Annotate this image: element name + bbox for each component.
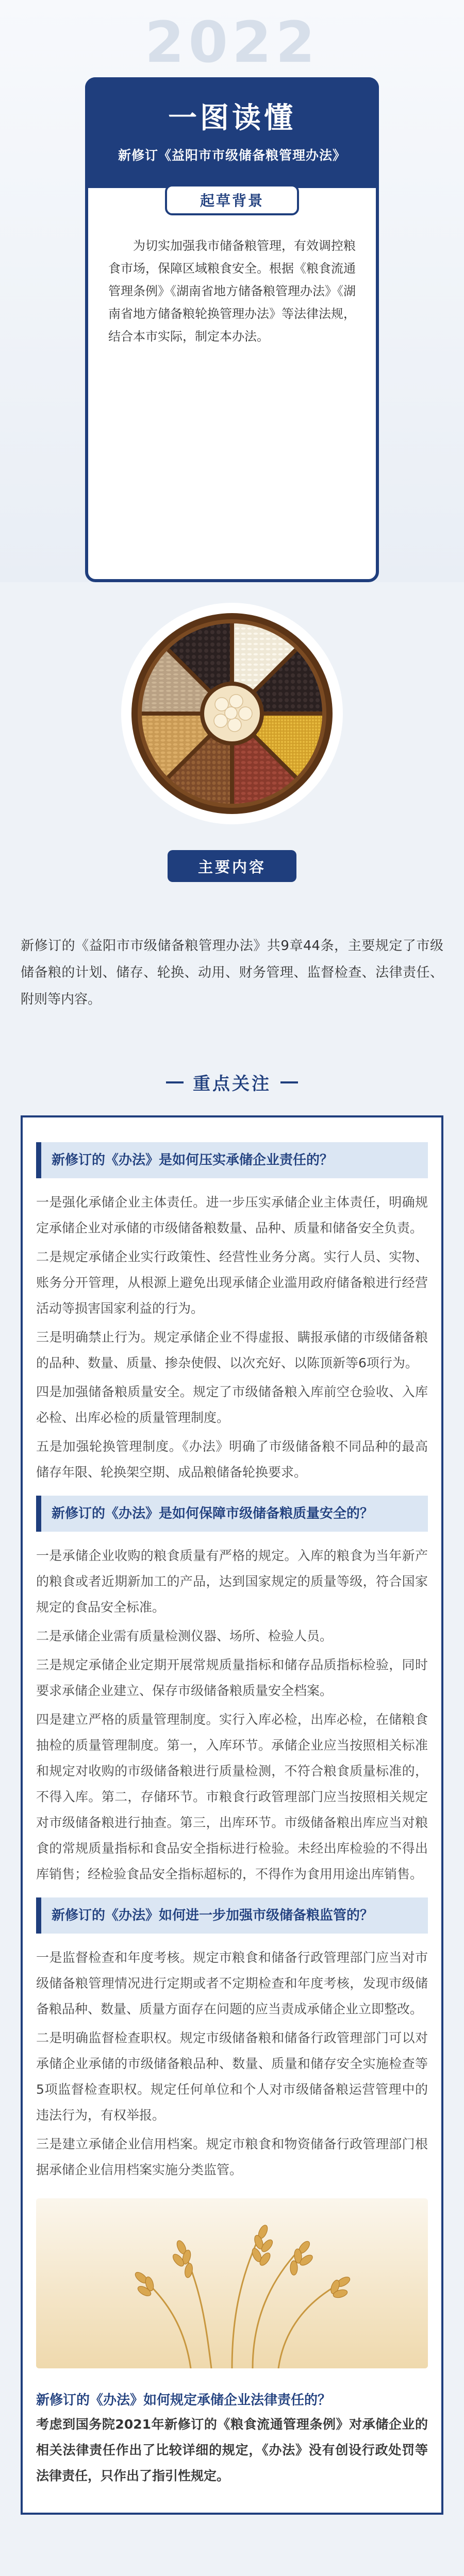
background-pill: 起草背景 (165, 184, 299, 215)
question-3: 新修订的《办法》如何进一步加强市级储备粮监管的？ (36, 1897, 428, 1934)
focus-title: 重点关注 (193, 1074, 271, 1094)
paragraph: 四是加强储备粮质量安全。规定了市级储备粮入库前空仓验收、入库必检、出库必检的质量管理制度。 (36, 1384, 428, 1425)
paragraph: 三是明确禁止行为。规定承储企业不得虚报、瞒报承储的市级储备粮的品种、数量、质量、掺杂使假、以次充好、以陈顶新等6项行为。 (36, 1330, 428, 1370)
paragraph: 四是建立严格的质量管理制度。实行入库必检，出库必检，在储粮食抽检的质量管理制度。第一，入库环节。承储企业应当按照相关标准和规定对收购的市级储备粮进行质量检测，不符合粮食质量标准的，不得入库。第二，存储环节。市粮食行政管理部门应当按照相关规定对市级储备粮进行抽查。第三，出库环节。市级储备粮出库应当对粮食的常规质量指标和食品安全指标进行检验。未经出库检验的不得出库销售；经检验食品安全指标超标的，不得作为食用用途出库销售。 (36, 1712, 428, 1882)
content-pill: 主要内容 (168, 850, 296, 882)
question-1: 新修订的《办法》是如何压实承储企业责任的？ (36, 1142, 428, 1178)
header-band (0, 0, 464, 582)
grain-tray-image (129, 611, 335, 817)
heading-dash-right (280, 1081, 298, 1083)
main-paragraph: 新修订的《益阳市市级储备粮管理办法》共9章44条，主要规定了市级储备粮的计划、储存、轮换、动用、财务管理、监督检查、法律责任、附则等内容。 (21, 938, 443, 1007)
focus-heading (0, 1033, 464, 1115)
paragraph: 考虑到国务院2021年新修订的《粮食流通管理条例》对承储企业的相关法律责任作出了比较详细的规定，《办法》没有创设行政处罚等法律责任，只作出了指引性规定。 (36, 2417, 428, 2483)
footer-space (0, 2515, 464, 2576)
question-4: 新修订的《办法》如何规定承储企业法律责任的？ (36, 2393, 332, 2408)
intro-text: 为切实加强我市储备粮管理，有效调控粮食市场，保障区域粮食安全。根据《粮食流通管理条例》《湖南省地方储备粮管理办法》《湖南省地方储备粮轮换管理办法》等法律法规，结合本市实际，制定本办法。 (108, 239, 356, 344)
question-2: 新修订的《办法》是如何保障市级储备粮质量安全的？ (36, 1496, 428, 1532)
wheat-ears-icon (36, 2198, 428, 2368)
year-watermark: 2022 (144, 9, 320, 75)
paragraph: 二是承储企业需有质量检测仪器、场所、检验人员。 (36, 1629, 333, 1643)
focus-card (21, 1115, 443, 2515)
wheat-illustration (36, 2198, 428, 2368)
paragraph: 一是监督检查和年度考核。规定市粮食和储备行政管理部门应当对市级储备粮管理情况进行定期或者不定期检查和年度考核，发现市级储备粮品种、数量、质量方面存在问题的应当责成承储企业立即整改。 (36, 1950, 428, 2016)
grain-image-area (0, 582, 464, 922)
paragraph: 二是明确监督检查职权。规定市级储备粮和储备行政管理部门可以对承储企业承储的市级储备粮品种、数量、质量和储存安全实施检查等5项监督检查职权。规定任何单位和个人对市级储备粮运营管理中的违法行为，有权举报。 (36, 2030, 428, 2123)
paragraph: 五是加强轮换管理制度。《办法》明确了市级储备粮不同品种的最高储存年限、轮换架空期、成品粮储备轮换要求。 (36, 1439, 428, 1480)
page-title: 一图读懂 (168, 101, 296, 135)
paragraph: 一是强化承储企业主体责任。进一步压实承储企业主体责任，明确规定承储企业对承储的市级储备粮数量、品种、质量和储备安全负责。 (36, 1195, 428, 1235)
page-subtitle: 新修订《益阳市市级储备粮管理办法》 (118, 148, 346, 163)
paragraph: 三是建立承储企业信用档案。规定市粮食和物资储备行政管理部门根据承储企业信用档案实施分类监管。 (36, 2137, 428, 2177)
paragraph: 三是规定承储企业定期开展常规质量指标和储存品质指标检验，同时要求承储企业建立、保存市级储备粮质量安全档案。 (36, 1657, 428, 1698)
paragraph: 一是承储企业收购的粮食质量有严格的规定。入库的粮食为当年新产的粮食或者近期新加工的产品，达到国家规定的质量等级，符合国家规定的食品安全标准。 (36, 1548, 428, 1615)
paragraph: 二是规定承储企业实行政策性、经营性业务分离。实行人员、实物、账务分开管理，从根源上避免出现承储企业滥用政府储备粮进行经营活动等损害国家利益的行为。 (36, 1249, 428, 1316)
heading-dash-left (166, 1081, 184, 1083)
